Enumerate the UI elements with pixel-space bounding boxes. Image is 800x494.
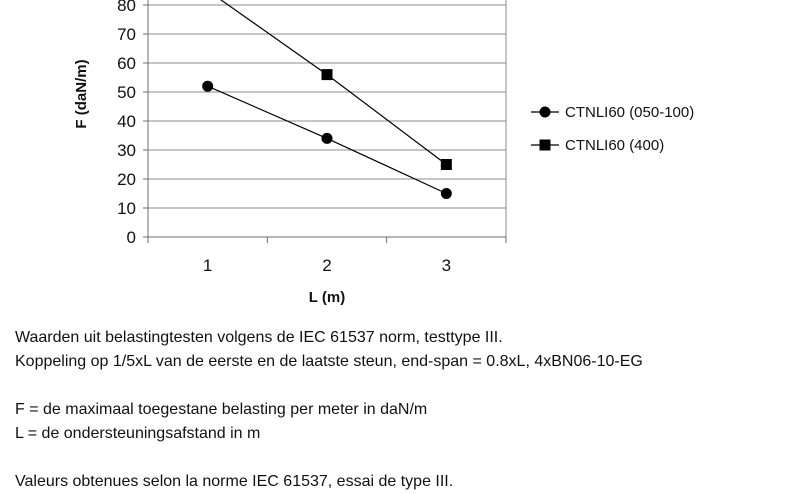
x-tick-label: 3 [441,256,452,275]
chart-axes [148,0,506,237]
series-1-point-3 [441,188,452,199]
legend-marker [540,140,551,151]
y-tick-label: 60 [117,54,136,73]
series-1-point-2 [322,133,333,144]
y-tick-label: 70 [117,25,136,44]
chart-grid [148,0,506,237]
note-line-5: Valeurs obtenues selon la norme IEC 61537, essai de type III. [15,473,454,490]
legend-label: CTNLI60 (050-100) [565,104,695,121]
series-2-point-2 [322,69,333,80]
legend-entry-1 [531,104,694,121]
chart-legend [531,104,694,154]
chart-ticks [117,0,506,275]
notes [15,326,795,494]
note-line-3: F = de maximaal toegestane belasting per meter in daN/m [15,401,428,418]
y-tick-label: 10 [117,199,136,218]
chart-plot-area [202,0,452,199]
x-tick-label: 1 [202,256,213,275]
legend-entry-2 [531,137,664,154]
legend-marker [540,107,551,118]
note-line-2: Koppeling op 1/5xL van de eerste en de laatste steun, end-span = 0.8xL, 4xBN06-10-EG [15,353,643,370]
legend-label: CTNLI60 (400) [565,137,665,154]
y-axis-title: F (daN/m) [73,59,90,129]
series-2-point-3 [441,159,452,170]
note-line-1: Waarden uit belastingtesten volgens de IEC 61537 norm, testtype III. [15,329,503,346]
x-axis-title: L (m) [308,289,346,306]
y-tick-label: 0 [126,228,136,247]
series-1-point-1 [202,81,213,92]
note-line-4: L = de ondersteuningsafstand in m [15,425,261,442]
y-tick-label: 50 [117,83,136,102]
y-tick-label: 80 [117,0,136,15]
y-tick-label: 30 [117,141,136,160]
x-tick-label: 2 [322,256,332,275]
y-tick-label: 40 [117,112,136,131]
y-tick-label: 20 [117,170,136,189]
